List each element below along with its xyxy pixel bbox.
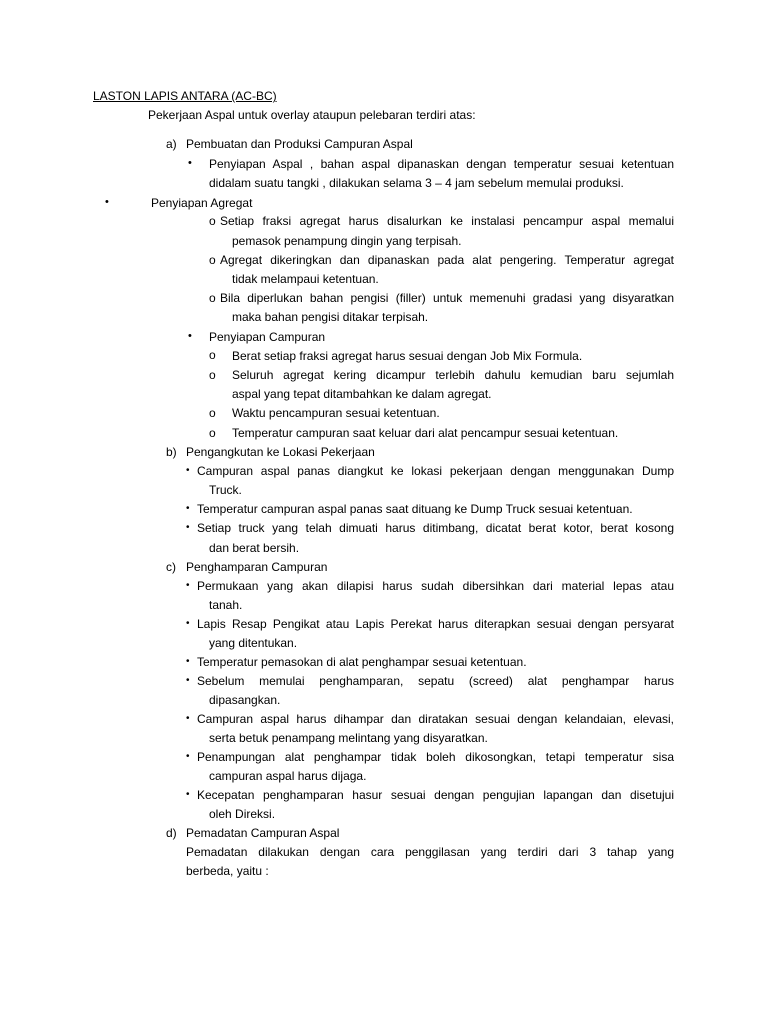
campuran-heading: Penyiapan Campuran <box>209 330 326 344</box>
circle-bullet-icon: o <box>209 253 216 267</box>
section-b-item-1-line2: Truck. <box>209 483 242 497</box>
bullet-icon: • <box>186 656 190 667</box>
section-c-item-7-line2: oleh Direksi. <box>209 807 276 821</box>
section-b-item-1-line1: Campuran aspal panas diangkut ke lokasi pekerjaan dengan menggunakan Dump <box>197 464 674 478</box>
bullet-icon: • <box>186 751 190 762</box>
bullet-icon: • <box>186 522 190 533</box>
bullet-icon: • <box>186 618 190 629</box>
campuran-item-2-line2: aspal yang tepat ditambahkan ke dalam agregat. <box>232 387 492 401</box>
section-c-item-5-line1: Campuran aspal harus dihampar dan diratakan sesuai dengan kelandaian, elevasi, <box>197 712 674 726</box>
bullet-icon: • <box>186 789 190 800</box>
section-c-marker: c) <box>166 560 176 574</box>
bullet-icon: • <box>188 330 192 342</box>
bullet-icon: • <box>186 503 190 514</box>
intro-text: Pekerjaan Aspal untuk overlay ataupun pelebaran terdiri atas: <box>148 108 476 122</box>
aspal-text-line1: Penyiapan Aspal , bahan aspal dipanaskan dengan temperatur sesuai ketentuan <box>209 157 674 171</box>
section-b-item-3-line2: dan berat bersih. <box>209 541 300 555</box>
section-c-item-7-line1: Kecepatan penghamparan hasur sesuai dengan pengujian lapangan dan disetujui <box>197 788 674 802</box>
campuran-item-4: Temperatur campuran saat keluar dari alat pencampur sesuai ketentuan. <box>232 426 619 440</box>
campuran-item-2-line1: Seluruh agregat kering dicampur terlebih dahulu kemudian baru sejumlah <box>232 368 674 382</box>
bullet-icon: • <box>186 465 190 476</box>
section-c-item-4-line1: Sebelum memulai penghamparan, sepatu (screed) alat penghampar harus <box>197 674 674 688</box>
section-b-heading: Pengangkutan ke Lokasi Pekerjaan <box>186 445 375 459</box>
agregat-item-3-line2: maka bahan pengisi ditakar terpisah. <box>232 310 429 324</box>
section-c-item-1-line2: tanah. <box>209 598 243 612</box>
agregat-item-2-line1: Agregat dikeringkan dan dipanaskan pada alat pengering. Temperatur agregat <box>220 253 674 267</box>
section-b-marker: b) <box>166 445 177 459</box>
section-c-item-5-line2: serta betuk penampang melintang yang disyaratkan. <box>209 731 488 745</box>
circle-bullet-icon: o <box>209 406 216 420</box>
section-c-item-3: Temperatur pemasokan di alat penghampar sesuai ketentuan. <box>197 655 527 669</box>
section-c-item-2-line2: yang ditentukan. <box>209 636 298 650</box>
agregat-item-1-line1: Setiap fraksi agregat harus disalurkan ke instalasi pencampur aspal memalui <box>220 214 674 228</box>
campuran-item-1: Berat setiap fraksi agregat harus sesuai dengan Job Mix Formula. <box>232 349 583 363</box>
circle-bullet-icon: o <box>209 291 216 305</box>
section-d-marker: d) <box>166 826 177 840</box>
section-b-item-2: Temperatur campuran aspal panas saat dituang ke Dump Truck sesuai ketentuan. <box>197 502 633 516</box>
bullet-icon: • <box>186 580 190 591</box>
circle-bullet-icon: o <box>209 426 216 440</box>
section-c-item-6-line2: campuran aspal harus dijaga. <box>209 769 367 783</box>
section-d-heading: Pemadatan Campuran Aspal <box>186 826 340 840</box>
section-c-heading: Penghamparan Campuran <box>186 560 328 574</box>
bullet-icon: • <box>188 157 192 169</box>
section-a-heading: Pembuatan dan Produksi Campuran Aspal <box>186 137 413 151</box>
circle-bullet-icon: o <box>209 368 216 382</box>
section-d-paragraph-line2: berbeda, yaitu : <box>186 864 269 878</box>
campuran-item-3: Waktu pencampuran sesuai ketentuan. <box>232 406 440 420</box>
agregat-item-3-line1: Bila diperlukan bahan pengisi (filler) untuk memenuhi gradasi yang disyaratkan <box>220 291 674 305</box>
agregat-item-1-line2: pemasok penampung dingin yang terpisah. <box>232 234 462 248</box>
agregat-item-2-line2: tidak melampaui ketentuan. <box>232 272 379 286</box>
bullet-icon: • <box>105 196 109 208</box>
aspal-text-line2: didalam suatu tangki , dilakukan selama 3 – 4 jam sebelum memulai produksi. <box>209 176 624 190</box>
circle-bullet-icon: o <box>209 348 216 362</box>
section-c-item-1-line1: Permukaan yang akan dilapisi harus sudah dibersihkan dari material lepas atau <box>197 579 674 593</box>
section-b-item-3-line1: Setiap truck yang telah dimuati harus ditimbang, dicatat berat kotor, berat kosong <box>197 521 674 535</box>
section-a-marker: a) <box>166 137 177 151</box>
agregat-heading: Penyiapan Agregat <box>151 196 253 210</box>
section-c-item-2-line1: Lapis Resap Pengikat atau Lapis Perekat harus diterapkan sesuai dengan persyarat <box>197 617 674 631</box>
circle-bullet-icon: o <box>209 214 216 228</box>
section-d-paragraph-line1: Pemadatan dilakukan dengan cara penggilasan yang terdiri dari 3 tahap yang <box>186 845 674 859</box>
document-title: LASTON LAPIS ANTARA (AC-BC) <box>93 89 277 103</box>
bullet-icon: • <box>186 675 190 686</box>
section-c-item-4-line2: dipasangkan. <box>209 693 281 707</box>
bullet-icon: • <box>186 713 190 724</box>
section-c-item-6-line1: Penampungan alat penghampar tidak boleh dikosongkan, tetapi temperatur sisa <box>197 750 674 764</box>
